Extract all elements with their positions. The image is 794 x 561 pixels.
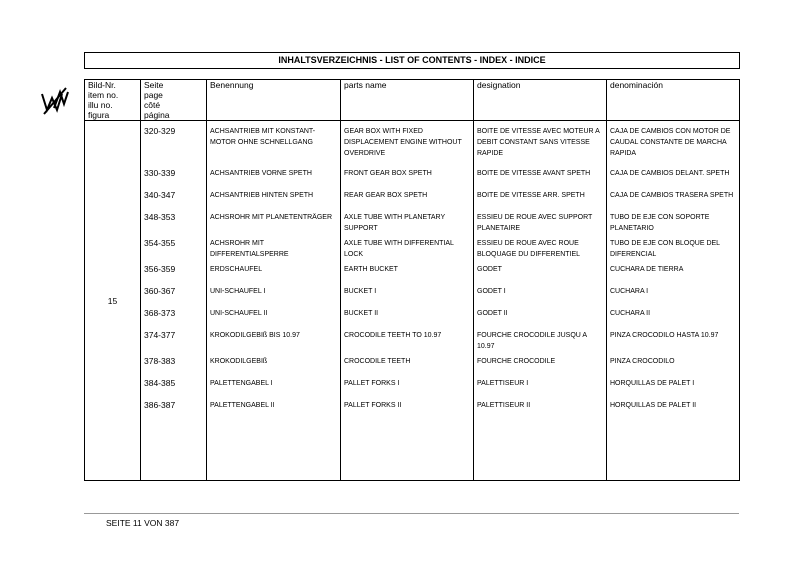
benennung-text: ACHSANTRIEB HINTEN SPETH	[210, 192, 314, 199]
page-range: 354-355	[144, 238, 176, 248]
parts-name-text: GEAR BOX WITH FIXED DISPLACEMENT ENGINE WITHOUT OVERDRIVE	[344, 128, 462, 157]
parts-name-column	[341, 121, 474, 481]
denominacion-text: CUCHARA I	[610, 288, 649, 295]
designation-text: GODET	[477, 266, 502, 273]
designation-text: FOURCHE CROCODILE JUSQU A 10.97	[477, 332, 587, 350]
page-footer: SEITE 11 VON 387	[106, 518, 180, 528]
header-figure-number: Bild-Nr. item no. illu no. figura	[85, 80, 141, 121]
parts-name-text: CROCODILE TEETH TO 10.97	[344, 332, 442, 339]
footer-divider	[84, 513, 739, 514]
page-range: 330-339	[144, 168, 176, 178]
denominacion-text: CUCHARA II	[610, 310, 651, 317]
benennung-text: ACHSANTRIEB MIT KONSTANT-MOTOR OHNE SCHNELLGANG	[210, 128, 316, 146]
page-range: 386-387	[144, 400, 176, 410]
parts-name-text: FRONT GEAR BOX SPETH	[344, 170, 432, 177]
denominacion-text: CAJA DE CAMBIOS TRASERA SPETH	[610, 192, 734, 199]
parts-name-text: AXLE TUBE WITH PLANETARY SUPPORT	[344, 214, 446, 232]
designation-text: PALETTISEUR I	[477, 380, 529, 387]
body-row	[85, 121, 740, 481]
designation-text: BOITE DE VITESSE AVANT SPETH	[477, 170, 591, 177]
page-range: 368-373	[144, 308, 176, 318]
benennung-column	[207, 121, 341, 481]
company-logo	[40, 86, 70, 116]
benennung-text: UNI-SCHAUFEL I	[210, 288, 266, 295]
header-page: Seite page côté página	[141, 80, 207, 121]
denominacion-column	[607, 121, 740, 481]
figure-number-cell: 15	[85, 121, 141, 481]
parts-name-text: BUCKET II	[344, 310, 379, 317]
designation-text: BOITE DE VITESSE AVEC MOTEUR A DEBIT CONSTANT SANS VITESSE RAPIDE	[477, 128, 600, 157]
page-column	[141, 121, 207, 481]
designation-text: ESSIEU DE ROUE AVEC SUPPORT PLANETAIRE	[477, 214, 593, 232]
parts-name-text: BUCKET I	[344, 288, 377, 295]
denominacion-text: CUCHARA DE TIERRA	[610, 266, 684, 273]
benennung-text: PALETTENGABEL I	[210, 380, 273, 387]
designation-column	[474, 121, 607, 481]
designation-text: GODET II	[477, 310, 508, 317]
parts-name-text: PALLET FORKS II	[344, 402, 402, 409]
benennung-text: ACHSANTRIEB VORNE SPETH	[210, 170, 312, 177]
header-benennung: Benennung	[207, 80, 341, 121]
denominacion-text: CAJA DE CAMBIOS CON MOTOR DE CAUDAL CONSTANTE DE MARCHA RAPIDA	[610, 128, 731, 157]
benennung-text: PALETTENGABEL II	[210, 402, 275, 409]
benennung-text: KROKODILGEBIß	[210, 358, 268, 365]
page-range: 384-385	[144, 378, 176, 388]
denominacion-text: TUBO DE EJE CON SOPORTE PLANETARIO	[610, 214, 710, 232]
parts-name-text: AXLE TUBE WITH DIFFERENTIAL LOCK	[344, 240, 454, 258]
denominacion-text: PINZA CROCODILO HASTA 10.97	[610, 332, 719, 339]
page-range: 360-367	[144, 286, 176, 296]
denominacion-text: PINZA CROCODILO	[610, 358, 675, 365]
parts-name-text: CROCODILE TEETH	[344, 358, 411, 365]
denominacion-text: CAJA DE CAMBIOS DELANT. SPETH	[610, 170, 730, 177]
benennung-text: UNI-SCHAUFEL II	[210, 310, 268, 317]
benennung-text: ACHSROHR MIT PLANETENTRÄGER	[210, 214, 332, 221]
header-denominacion: denominación	[607, 80, 740, 121]
contents-table	[84, 79, 740, 481]
parts-name-text: EARTH BUCKET	[344, 266, 398, 273]
benennung-text: ACHSROHR MIT DIFFERENTIALSPERRE	[210, 240, 289, 258]
index-title: INHALTSVERZEICHNIS - LIST OF CONTENTS - INDEX - INDICE	[84, 52, 740, 69]
header-designation: designation	[474, 80, 607, 121]
parts-name-text: PALLET FORKS I	[344, 380, 400, 387]
page-range: 378-383	[144, 356, 176, 366]
page-range: 348-353	[144, 212, 176, 222]
page-range: 374-377	[144, 330, 176, 340]
denominacion-text: HORQUILLAS DE PALET I	[610, 380, 695, 387]
benennung-text: KROKODILGEBIß BIS 10.97	[210, 332, 300, 339]
designation-text: BOITE DE VITESSE ARR. SPETH	[477, 192, 585, 199]
header-row	[85, 80, 740, 121]
page-range: 356-359	[144, 264, 176, 274]
page-range: 320-329	[144, 126, 176, 136]
header-parts-name: parts name	[341, 80, 474, 121]
benennung-text: ERDSCHAUFEL	[210, 266, 263, 273]
designation-text: GODET I	[477, 288, 506, 295]
page-range: 340-347	[144, 190, 176, 200]
denominacion-text: HORQUILLAS DE PALET II	[610, 402, 697, 409]
parts-name-text: REAR GEAR BOX SPETH	[344, 192, 428, 199]
denominacion-text: TUBO DE EJE CON BLOQUE DEL DIFERENCIAL	[610, 240, 720, 258]
designation-text: PALETTISEUR II	[477, 402, 531, 409]
designation-text: ESSIEU DE ROUE AVEC ROUE BLOQUAGE DU DIFFERENTIEL	[477, 240, 581, 258]
designation-text: FOURCHE CROCODILE	[477, 358, 556, 365]
